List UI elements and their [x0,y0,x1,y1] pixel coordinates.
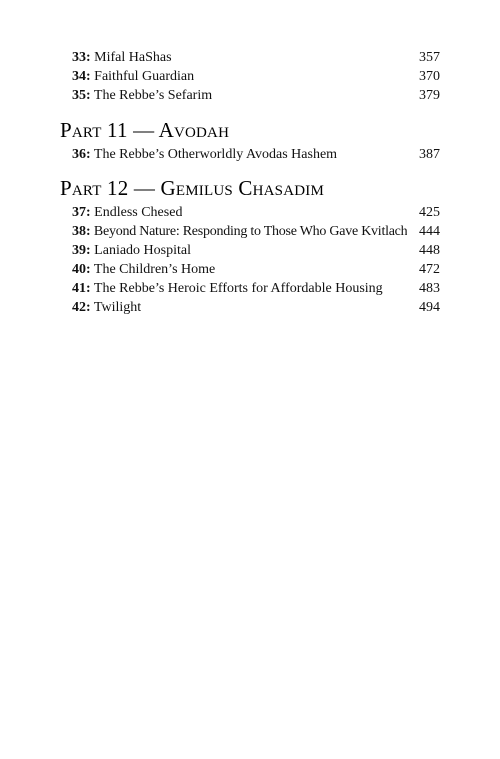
chapter-title: The Rebbe’s Heroic Efforts for Affordable Housing [90,281,383,296]
chapter-number: 41: [72,281,91,296]
chapter-title: The Rebbe’s Sefarim [90,88,213,103]
page-number: 387 [419,147,440,162]
page-number: 425 [419,205,440,220]
toc-entry [72,203,440,222]
page-number: 370 [419,69,440,84]
toc-entry [72,48,440,67]
toc-entry [72,260,440,279]
page-number: 444 [419,224,440,239]
toc-entry [72,279,440,298]
toc-section-part-12 [60,175,440,317]
chapter-number: 37: [72,205,91,220]
chapter-title: The Rebbe’s Otherworldly Avodas Hashem [90,147,338,162]
chapter-title: Mifal HaShas [90,50,172,65]
chapter-title: Faithful Guardian [90,69,195,84]
chapter-title: Endless Chesed [90,205,183,220]
toc-entry [72,241,440,260]
toc-entry [72,222,440,241]
toc-section-continued [72,48,440,105]
chapter-title: Beyond Nature: Responding to Those Who Gave Kvitlach [90,224,408,239]
toc-section-part-11 [60,117,440,164]
chapter-title: The Children’s Home [90,262,216,277]
part-heading: Part 12 — Gemilus Chasadim [60,176,324,200]
chapter-number: 40: [72,262,91,277]
chapter-number: 33: [72,50,91,65]
toc-entry [72,298,440,317]
chapter-number: 36: [72,147,91,162]
part-heading: Part 11 — Avodah [60,118,230,142]
chapter-number: 34: [72,69,91,84]
chapter-number: 35: [72,88,91,103]
chapter-title: Laniado Hospital [90,243,191,258]
page-number: 379 [419,88,440,103]
toc-entry [72,145,440,164]
toc-entry [72,86,440,105]
table-of-contents [60,48,440,317]
chapter-title: Twilight [90,300,142,315]
page-number: 494 [419,300,440,315]
chapter-number: 38: [72,224,91,239]
toc-entry [72,67,440,86]
page-number: 357 [419,50,440,65]
page-number: 472 [419,262,440,277]
chapter-number: 39: [72,243,91,258]
chapter-number: 42: [72,300,91,315]
page-number: 448 [419,243,440,258]
page-number: 483 [419,281,440,296]
